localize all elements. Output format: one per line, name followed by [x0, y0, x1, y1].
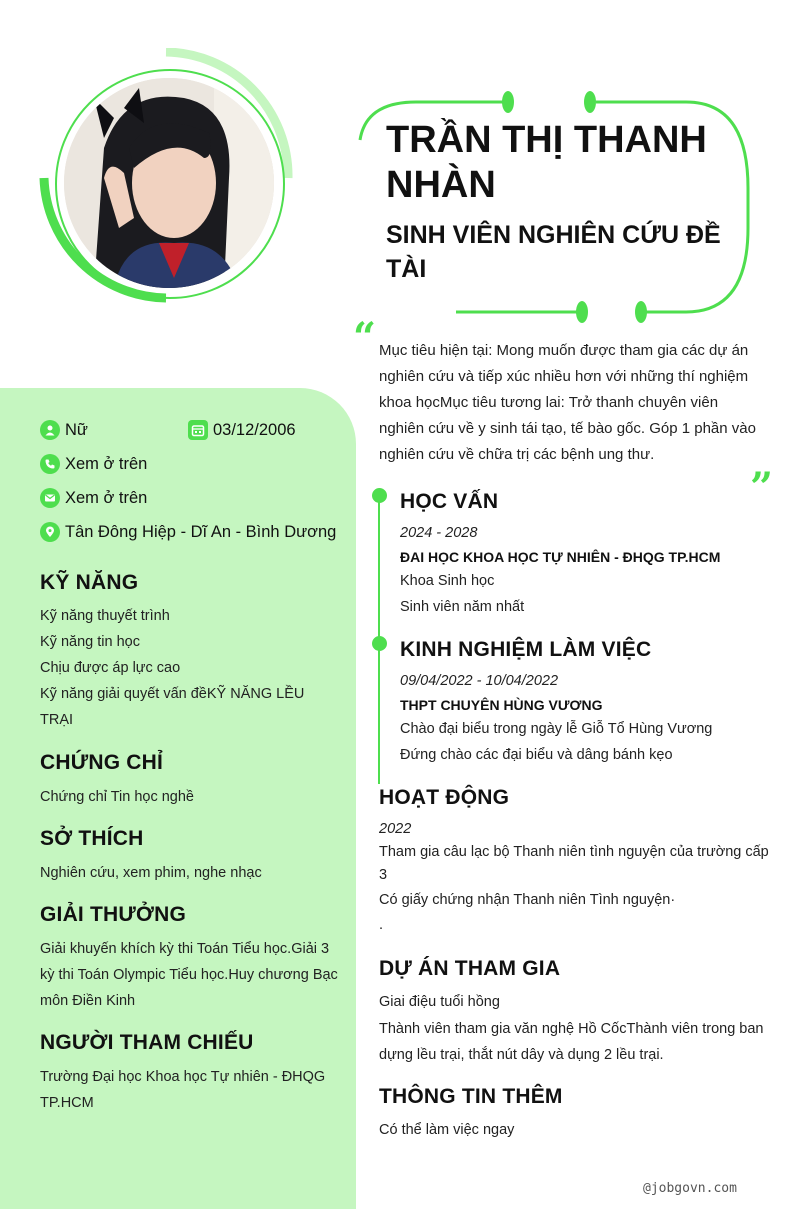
activities-heading: HOẠT ĐỘNG — [379, 786, 510, 809]
mail-icon — [40, 488, 60, 508]
awards-heading: GIẢI THƯỞNG — [40, 903, 187, 926]
phone-value: Xem ở trên — [65, 454, 148, 473]
contact-gender — [40, 419, 88, 441]
phone-icon — [40, 454, 60, 474]
awards-text: Giải khuyến khích kỳ thi Toán Tiểu học.Giải 3 kỳ thi Toán Olympic Tiểu học.Huy chương Bạc môn Điền Kinh — [40, 941, 338, 1009]
email-value: Xem ở trên — [65, 488, 148, 507]
career-objective: Mục tiêu hiện tại: Mong muốn được tham gia các dự án nghiên cứu và tiếp xúc nhiều hơn với những thí nghiệm khoa họcMục tiêu tương lai: Trở thanh chuyên viên nghiên cứu về y sinh tái tạo, tế bào gốc. Góp 1 phần vào nghiên cứu về chữa trị các bệnh ung thư. — [379, 342, 756, 463]
activities-detail: Tham gia câu lạc bộ Thanh niên tình nguyện của trường cấp 3 — [379, 844, 769, 883]
extra-info-text: Có thể làm việc ngay — [379, 1122, 515, 1138]
education-heading: HỌC VẤN — [400, 490, 499, 513]
contact-phone — [40, 453, 147, 475]
activities-detail: . — [379, 917, 384, 933]
close-quote-icon: ” — [750, 464, 774, 511]
education-detail: Khoa Sinh học — [400, 573, 495, 589]
location-pin-icon — [40, 522, 60, 542]
timeline-dot — [372, 636, 387, 651]
experience-detail: Chào đại biểu trong ngày lễ Giỗ Tổ Hùng Vương — [400, 721, 713, 737]
avatar — [64, 78, 274, 288]
project-name: Giai điệu tuổi hồng — [379, 994, 500, 1010]
gender-value: Nữ — [65, 420, 88, 439]
references-heading: NGƯỜI THAM CHIẾU — [40, 1031, 254, 1054]
project-description: Thành viên tham gia văn nghệ Hồ CốcThành viên trong ban dựng lều trại, thắt nút dây và dụng 2 lều trại. — [379, 1021, 764, 1063]
certificates-heading: CHỨNG CHỈ — [40, 751, 164, 774]
person-icon — [40, 420, 60, 440]
footer-watermark: @jobgovn.com — [643, 1181, 737, 1196]
references-text: Trường Đại học Khoa học Tự nhiên - ĐHQG TP.HCM — [40, 1069, 326, 1111]
activities-detail: Có giấy chứng nhận Thanh niên Tình nguyện· — [379, 892, 676, 908]
address-value: Tân Đông Hiệp - Dĩ An - Bình Dương — [65, 522, 337, 541]
list-item: Chịu được áp lực cao — [40, 660, 181, 676]
contact-email — [40, 487, 147, 509]
certificates-list — [40, 784, 340, 810]
hobbies-heading: SỞ THÍCH — [40, 827, 144, 850]
projects-heading: DỰ ÁN THAM GIA — [379, 957, 561, 980]
activities-date: 2022 — [379, 821, 412, 837]
open-quote-icon: “ — [353, 314, 377, 361]
experience-detail: Đứng chào các đại biểu và dâng bánh kẹo — [400, 747, 673, 763]
experience-heading: KINH NGHIỆM LÀM VIỆC — [400, 638, 652, 661]
experience-date: 09/04/2022 - 10/04/2022 — [400, 673, 559, 689]
education-school: ĐAI HỌC KHOA HỌC TỰ NHIÊN - ĐHQG TP.HCM — [400, 549, 721, 565]
list-item: Chứng chỉ Tin học nghề — [40, 789, 194, 805]
timeline-dot — [372, 488, 387, 503]
dob-value: 03/12/2006 — [213, 420, 296, 439]
calendar-icon — [188, 420, 208, 440]
skills-list — [40, 603, 340, 733]
profile-photo-frame — [38, 48, 294, 304]
job-title: SINH VIÊN NGHIÊN CỨU ĐỀ TÀI — [386, 221, 721, 283]
hobbies-text: Nghiên cứu, xem phim, nghe nhạc — [40, 865, 262, 881]
experience-company: THPT CHUYÊN HÙNG VƯƠNG — [400, 697, 603, 713]
skills-heading: KỸ NĂNG — [40, 571, 139, 594]
contact-address — [40, 521, 336, 543]
candidate-name: TRẦN THỊ THANH NHÀN — [386, 119, 707, 206]
contact-dob — [188, 419, 296, 441]
list-item: Kỹ năng tin học — [40, 634, 140, 650]
list-item: Kỹ năng giải quyết vấn đềKỸ NĂNG LỀU TRẠI — [40, 686, 305, 728]
education-date: 2024 - 2028 — [400, 525, 478, 541]
extra-info-heading: THÔNG TIN THÊM — [379, 1085, 563, 1108]
education-detail: Sinh viên năm nhất — [400, 599, 525, 615]
list-item: Kỹ năng thuyết trình — [40, 608, 170, 624]
